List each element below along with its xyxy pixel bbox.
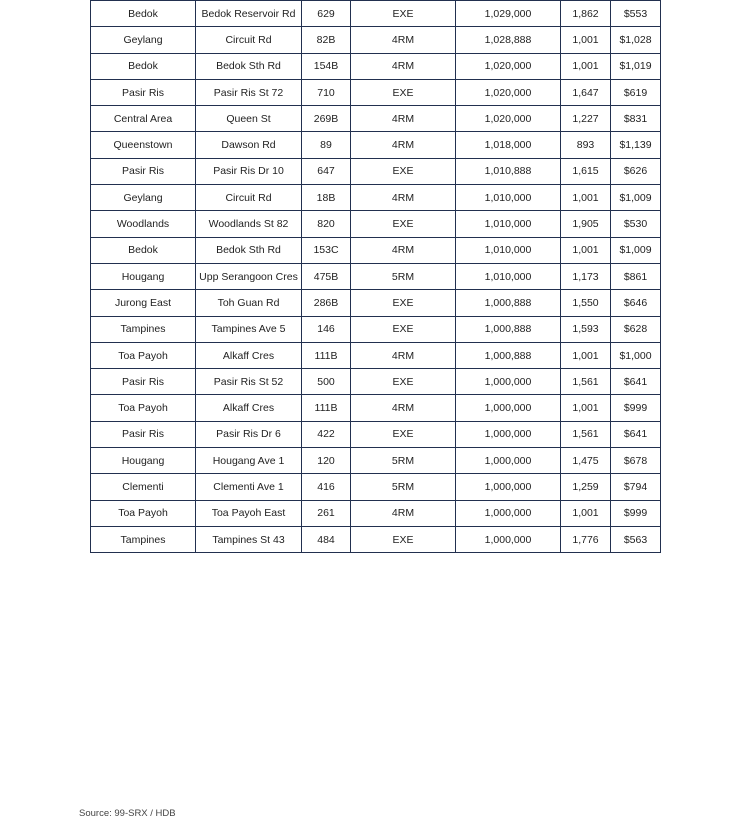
table-row (91, 369, 661, 395)
price-cell: 1,020,000 (456, 106, 561, 132)
flat-type-cell: 4RM (351, 185, 456, 211)
block-cell: 154B (302, 53, 351, 79)
flat-type-cell: 4RM (351, 500, 456, 526)
flat-type-cell: 4RM (351, 342, 456, 368)
area-cell: 1,561 (561, 421, 611, 447)
transactions-table-container (90, 0, 660, 553)
town-cell: Pasir Ris (91, 79, 196, 105)
street-cell: Pasir Ris St 72 (196, 79, 302, 105)
table-row (91, 106, 661, 132)
town-cell: Clementi (91, 474, 196, 500)
area-cell: 1,862 (561, 1, 611, 27)
area-cell: 1,550 (561, 290, 611, 316)
psf-cell: $678 (611, 448, 661, 474)
block-cell: 484 (302, 526, 351, 552)
table-row (91, 79, 661, 105)
street-cell: Bedok Sth Rd (196, 53, 302, 79)
psf-cell: $646 (611, 290, 661, 316)
town-cell: Jurong East (91, 290, 196, 316)
price-cell: 1,000,000 (456, 369, 561, 395)
table-row (91, 421, 661, 447)
flat-type-cell: 4RM (351, 395, 456, 421)
price-cell: 1,010,000 (456, 211, 561, 237)
table-row (91, 526, 661, 552)
flat-type-cell: EXE (351, 1, 456, 27)
area-cell: 1,905 (561, 211, 611, 237)
street-cell: Tampines Ave 5 (196, 316, 302, 342)
block-cell: 82B (302, 27, 351, 53)
price-cell: 1,000,888 (456, 290, 561, 316)
price-cell: 1,010,888 (456, 158, 561, 184)
table-row (91, 158, 661, 184)
flat-type-cell: 5RM (351, 448, 456, 474)
street-cell: Tampines St 43 (196, 526, 302, 552)
table-row (91, 263, 661, 289)
area-cell: 1,001 (561, 237, 611, 263)
psf-cell: $1,009 (611, 185, 661, 211)
town-cell: Central Area (91, 106, 196, 132)
flat-type-cell: 5RM (351, 474, 456, 500)
price-cell: 1,000,000 (456, 448, 561, 474)
street-cell: Hougang Ave 1 (196, 448, 302, 474)
street-cell: Toa Payoh East (196, 500, 302, 526)
block-cell: 111B (302, 342, 351, 368)
flat-type-cell: EXE (351, 421, 456, 447)
psf-cell: $628 (611, 316, 661, 342)
town-cell: Hougang (91, 448, 196, 474)
street-cell: Pasir Ris Dr 6 (196, 421, 302, 447)
price-cell: 1,000,888 (456, 316, 561, 342)
psf-cell: $794 (611, 474, 661, 500)
block-cell: 647 (302, 158, 351, 184)
town-cell: Toa Payoh (91, 500, 196, 526)
price-cell: 1,020,000 (456, 53, 561, 79)
town-cell: Pasir Ris (91, 369, 196, 395)
flat-type-cell: EXE (351, 526, 456, 552)
price-cell: 1,000,000 (456, 421, 561, 447)
area-cell: 1,001 (561, 395, 611, 421)
flat-type-cell: 4RM (351, 106, 456, 132)
price-cell: 1,010,000 (456, 263, 561, 289)
psf-cell: $1,019 (611, 53, 661, 79)
block-cell: 120 (302, 448, 351, 474)
flat-type-cell: EXE (351, 369, 456, 395)
price-cell: 1,000,000 (456, 395, 561, 421)
psf-cell: $1,139 (611, 132, 661, 158)
flat-type-cell: EXE (351, 290, 456, 316)
street-cell: Dawson Rd (196, 132, 302, 158)
psf-cell: $999 (611, 500, 661, 526)
table-row (91, 132, 661, 158)
town-cell: Geylang (91, 27, 196, 53)
area-cell: 1,776 (561, 526, 611, 552)
psf-cell: $641 (611, 421, 661, 447)
price-cell: 1,010,000 (456, 185, 561, 211)
psf-cell: $861 (611, 263, 661, 289)
block-cell: 18B (302, 185, 351, 211)
town-cell: Geylang (91, 185, 196, 211)
block-cell: 629 (302, 1, 351, 27)
price-cell: 1,020,000 (456, 79, 561, 105)
table-row (91, 448, 661, 474)
town-cell: Woodlands (91, 211, 196, 237)
street-cell: Alkaff Cres (196, 342, 302, 368)
psf-cell: $626 (611, 158, 661, 184)
table-row (91, 500, 661, 526)
flat-type-cell: 4RM (351, 53, 456, 79)
flat-type-cell: EXE (351, 158, 456, 184)
table-row (91, 474, 661, 500)
block-cell: 416 (302, 474, 351, 500)
flat-type-cell: EXE (351, 79, 456, 105)
town-cell: Bedok (91, 237, 196, 263)
block-cell: 261 (302, 500, 351, 526)
transactions-table (90, 0, 661, 553)
flat-type-cell: 4RM (351, 237, 456, 263)
block-cell: 89 (302, 132, 351, 158)
town-cell: Pasir Ris (91, 158, 196, 184)
psf-cell: $1,009 (611, 237, 661, 263)
table-row (91, 185, 661, 211)
street-cell: Toh Guan Rd (196, 290, 302, 316)
area-cell: 1,259 (561, 474, 611, 500)
price-cell: 1,028,888 (456, 27, 561, 53)
area-cell: 1,561 (561, 369, 611, 395)
street-cell: Pasir Ris St 52 (196, 369, 302, 395)
psf-cell: $530 (611, 211, 661, 237)
table-body (91, 1, 661, 553)
table-row (91, 53, 661, 79)
block-cell: 820 (302, 211, 351, 237)
block-cell: 269B (302, 106, 351, 132)
town-cell: Bedok (91, 53, 196, 79)
flat-type-cell: 4RM (351, 27, 456, 53)
street-cell: Clementi Ave 1 (196, 474, 302, 500)
area-cell: 1,001 (561, 53, 611, 79)
flat-type-cell: EXE (351, 316, 456, 342)
table-row (91, 211, 661, 237)
table-row (91, 316, 661, 342)
table-row (91, 342, 661, 368)
psf-cell: $619 (611, 79, 661, 105)
town-cell: Toa Payoh (91, 395, 196, 421)
price-cell: 1,000,000 (456, 500, 561, 526)
flat-type-cell: 4RM (351, 132, 456, 158)
block-cell: 475B (302, 263, 351, 289)
block-cell: 422 (302, 421, 351, 447)
table-row (91, 27, 661, 53)
area-cell: 1,001 (561, 342, 611, 368)
street-cell: Woodlands St 82 (196, 211, 302, 237)
psf-cell: $1,028 (611, 27, 661, 53)
town-cell: Tampines (91, 316, 196, 342)
town-cell: Bedok (91, 1, 196, 27)
table-row (91, 395, 661, 421)
psf-cell: $999 (611, 395, 661, 421)
street-cell: Bedok Sth Rd (196, 237, 302, 263)
street-cell: Upp Serangoon Cres (196, 263, 302, 289)
area-cell: 1,227 (561, 106, 611, 132)
price-cell: 1,000,000 (456, 526, 561, 552)
price-cell: 1,000,888 (456, 342, 561, 368)
table-row (91, 1, 661, 27)
street-cell: Pasir Ris Dr 10 (196, 158, 302, 184)
table-row (91, 237, 661, 263)
psf-cell: $1,000 (611, 342, 661, 368)
block-cell: 710 (302, 79, 351, 105)
street-cell: Circuit Rd (196, 185, 302, 211)
psf-cell: $641 (611, 369, 661, 395)
flat-type-cell: EXE (351, 211, 456, 237)
town-cell: Tampines (91, 526, 196, 552)
street-cell: Bedok Reservoir Rd (196, 1, 302, 27)
area-cell: 1,173 (561, 263, 611, 289)
price-cell: 1,018,000 (456, 132, 561, 158)
block-cell: 286B (302, 290, 351, 316)
street-cell: Queen St (196, 106, 302, 132)
area-cell: 1,475 (561, 448, 611, 474)
area-cell: 1,001 (561, 185, 611, 211)
area-cell: 1,001 (561, 500, 611, 526)
psf-cell: $563 (611, 526, 661, 552)
block-cell: 146 (302, 316, 351, 342)
price-cell: 1,029,000 (456, 1, 561, 27)
table-row (91, 290, 661, 316)
price-cell: 1,010,000 (456, 237, 561, 263)
town-cell: Queenstown (91, 132, 196, 158)
town-cell: Hougang (91, 263, 196, 289)
block-cell: 500 (302, 369, 351, 395)
town-cell: Toa Payoh (91, 342, 196, 368)
psf-cell: $831 (611, 106, 661, 132)
town-cell: Pasir Ris (91, 421, 196, 447)
block-cell: 153C (302, 237, 351, 263)
price-cell: 1,000,000 (456, 474, 561, 500)
street-cell: Alkaff Cres (196, 395, 302, 421)
area-cell: 1,647 (561, 79, 611, 105)
source-note: Source: 99-SRX / HDB (79, 808, 176, 819)
psf-cell: $553 (611, 1, 661, 27)
flat-type-cell: 5RM (351, 263, 456, 289)
area-cell: 893 (561, 132, 611, 158)
area-cell: 1,593 (561, 316, 611, 342)
block-cell: 111B (302, 395, 351, 421)
area-cell: 1,615 (561, 158, 611, 184)
street-cell: Circuit Rd (196, 27, 302, 53)
area-cell: 1,001 (561, 27, 611, 53)
